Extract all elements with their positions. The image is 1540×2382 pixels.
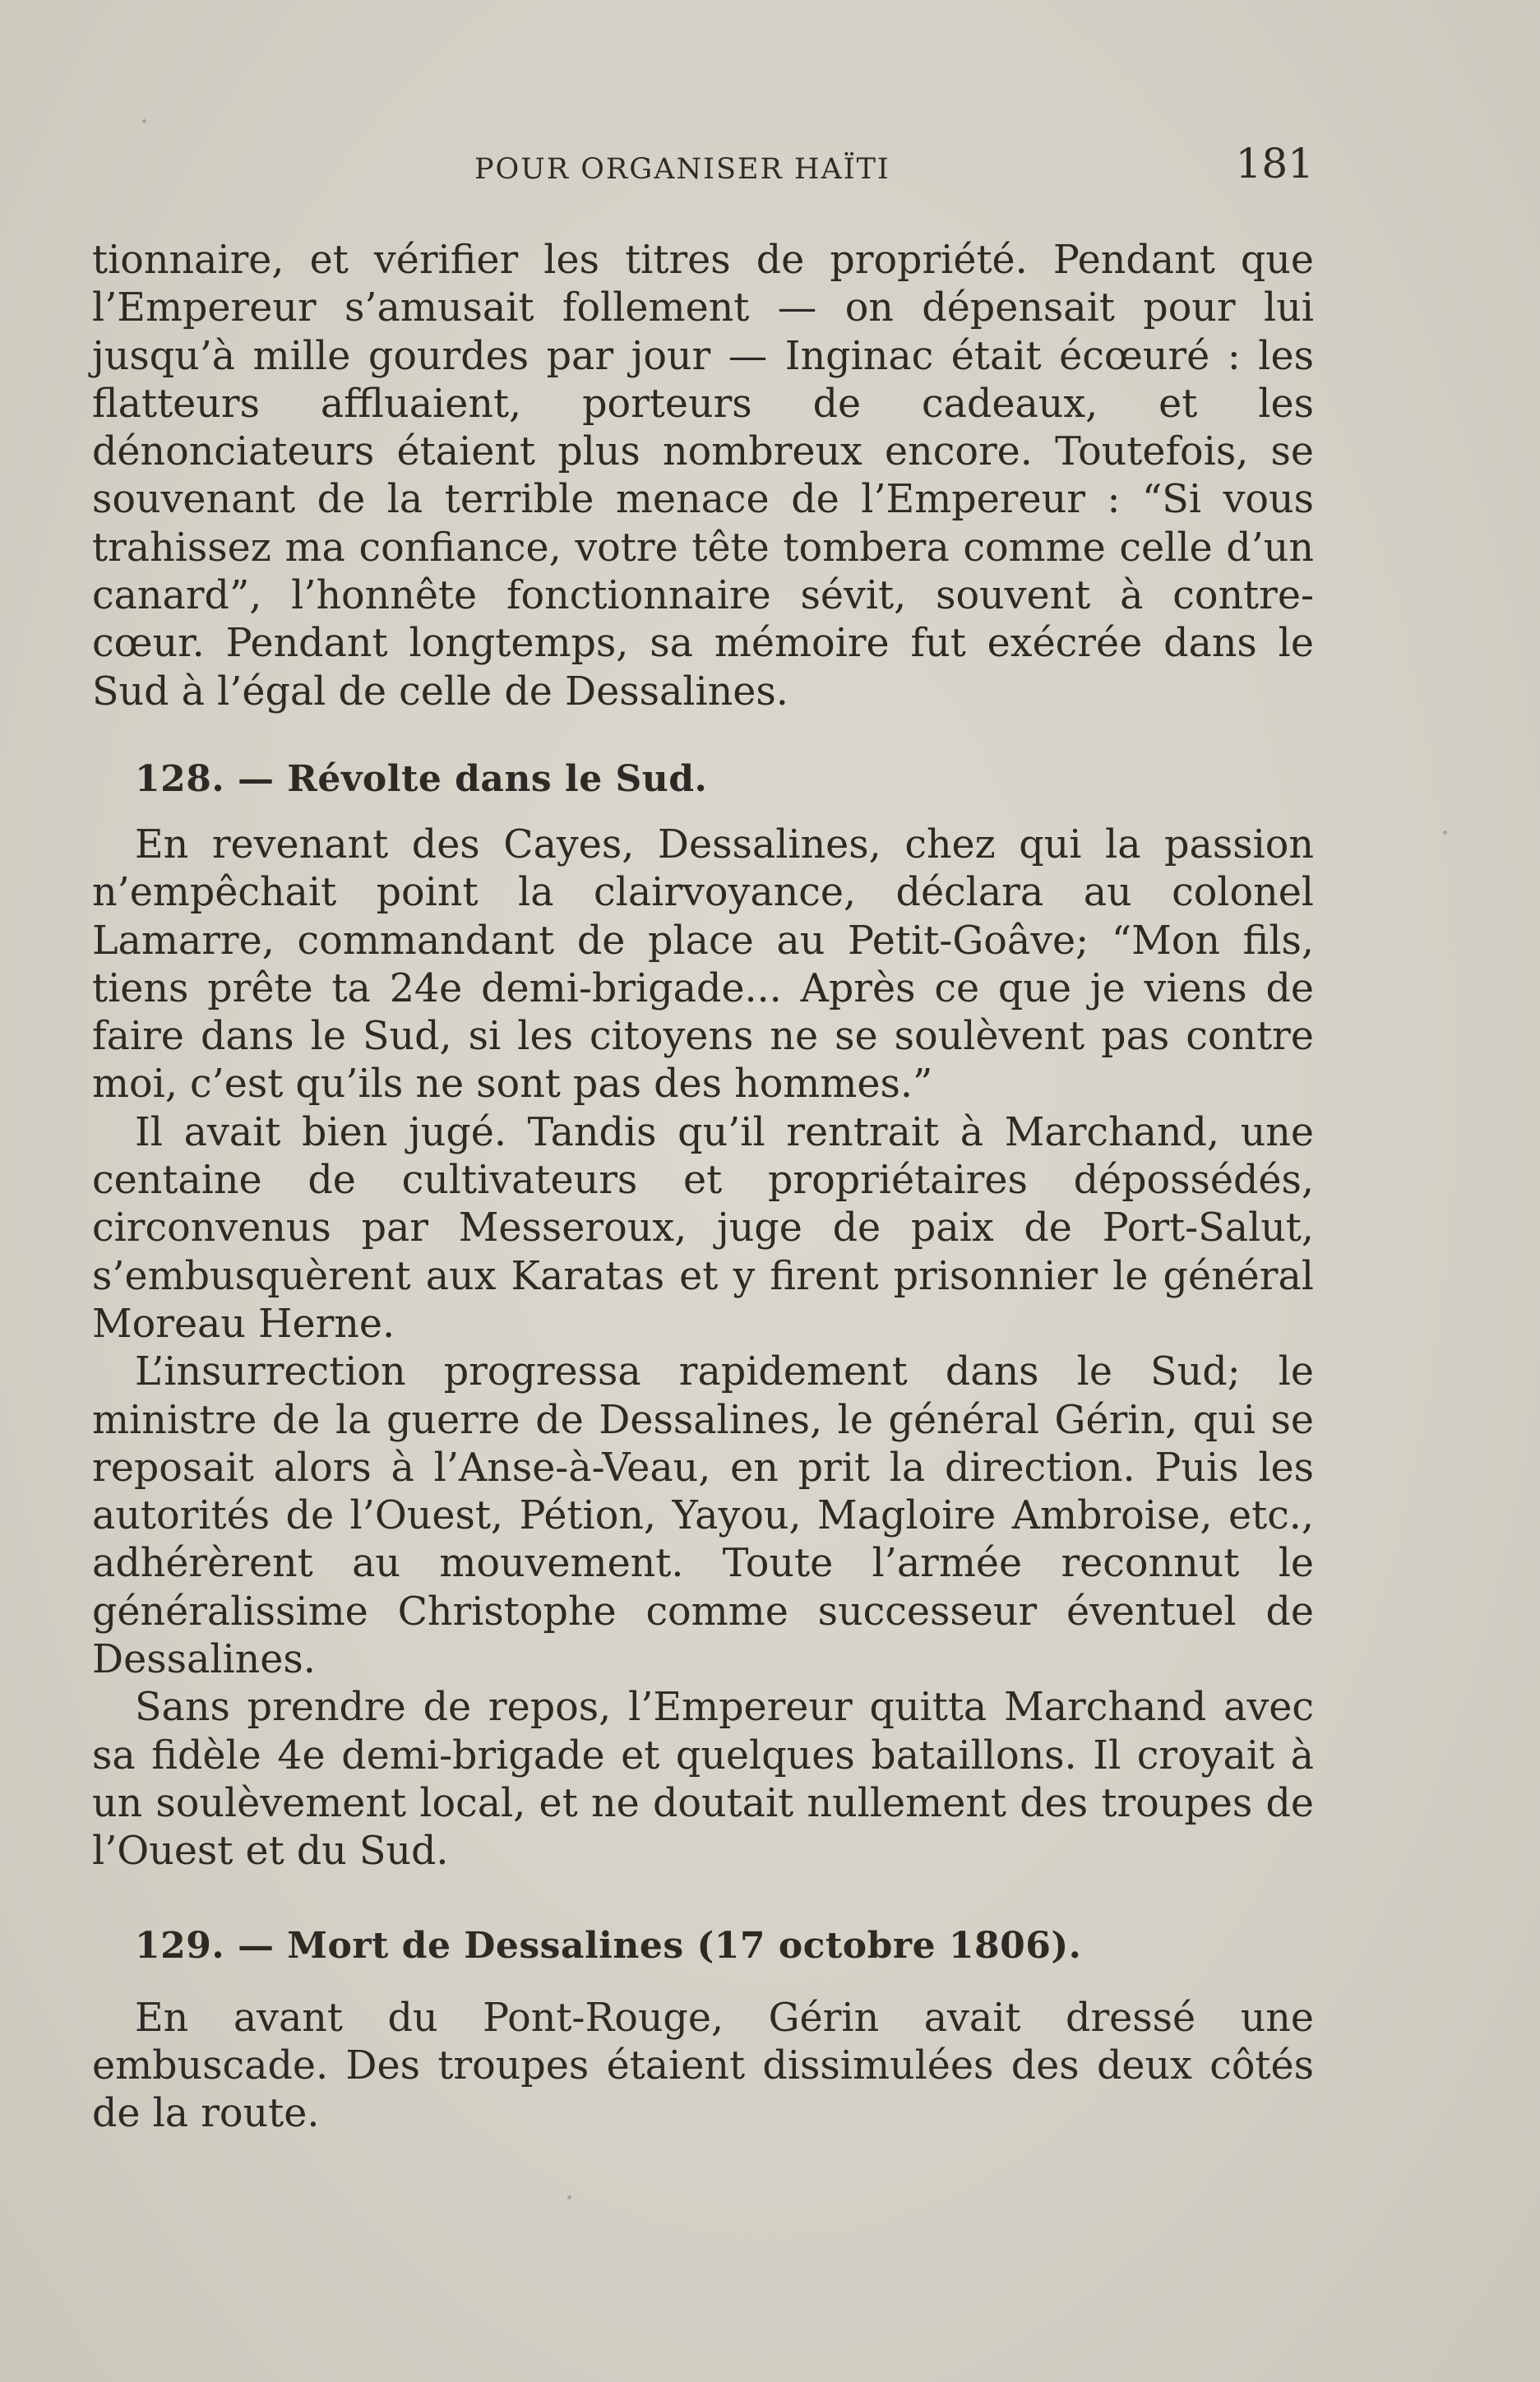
page-header [92,138,1314,196]
section-heading-129: 129. — Mort de Dessalines (17 octobre 1806). [135,1924,1082,1967]
page-number: 181 [1235,140,1314,187]
body-text [92,237,1314,2138]
scan-speck [1443,830,1447,835]
section-heading-128: 128. — Révolte dans le Sud. [135,757,708,800]
paragraph: En avant du Pont-Rouge, Gérin avait dressé une embuscade. Des troupes étaient dissimulées des deux côtés de la route. [92,1995,1314,2137]
paragraph: Il avait bien jugé. Tandis qu’il rentrait à Marchand, une centaine de cultivateurs et propriétaires dépossédés, circonvenus par Messeroux, juge de paix de Port-Salut, s’embusquèrent aux Karatas et y firent prisonnier le général Moreau Herne. [92,1109,1314,1347]
scan-speck [567,2195,571,2199]
paragraph: tionnaire, et vérifier les titres de propriété. Pendant que l’Empereur s’amusait follement — on dépensait pour lui jusqu’à mille gourdes par jour — Inginac était écœuré : les flatteurs affluaient, porteurs de cadeaux, et les dénonciateurs étaient plus nombreux encore. Toutefois, se souvenant de la terrible menace de l’Empereur : “Si vous trahissez ma confiance, votre tête tombera comme celle d’un canard”, l’honnête fonctionnaire sévit, souvent à contre-cœur. Pendant longtemps, sa mémoire fut exécrée dans le Sud à l’égal de celle de Dessalines. [92,238,1314,715]
scan-speck [142,119,146,123]
paragraph: Sans prendre de repos, l’Empereur quitta Marchand avec sa fidèle 4e demi-brigade et quelques bataillons. Il croyait à un soulèvement local, et ne doutait nullement des troupes de l’Ouest et du Sud. [92,1685,1314,1875]
running-title: POUR ORGANISER HAÏTI [474,153,890,186]
paragraph: En revenant des Cayes, Dessalines, chez qui la passion n’empêchait point la clairvoyance, déclara au colonel Lamarre, commandant de place au Petit-Goâve; “Mon fils, tiens prête ta 24e demi-brigade... Après ce que je viens de faire dans le Sud, si les citoyens ne se soulèvent pas contre moi, c’est qu’ils ne sont pas des hommes.” [92,821,1314,1108]
paragraph: L’insurrection progressa rapidement dans le Sud; le ministre de la guerre de Dessalines, le général Gérin, qui se reposait alors à l’Anse-à-Veau, en prit la direction. Puis les autorités de l’Ouest, Pétion, Yayou, Magloire Ambroise, etc., adhérèrent au mouvement. Toute l’armée reconnut le généralissime Christophe comme successeur éventuel de Dessalines. [92,1349,1314,1683]
